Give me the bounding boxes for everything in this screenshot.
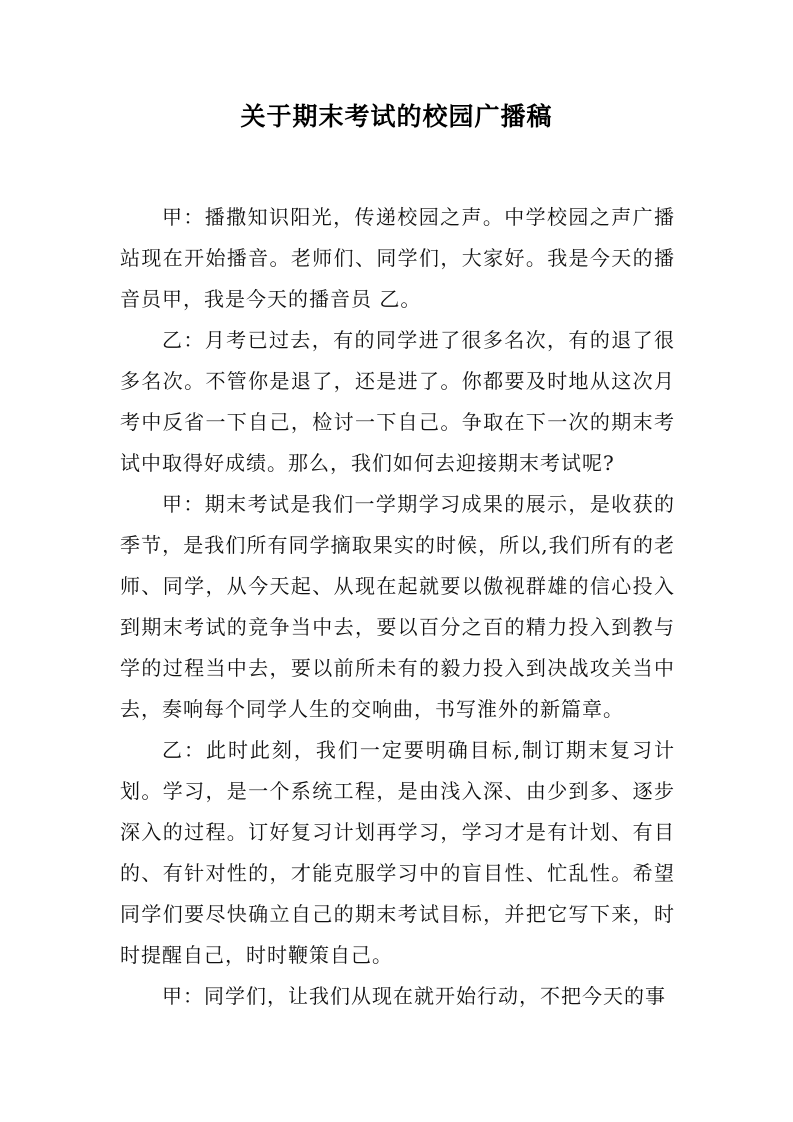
paragraph-2: 乙：月考已过去，有的同学进了很多名次，有的退了很多名次。不管你是退了，还是进了。你都要及时地从这次月考中反省一下自己，检讨一下自己。争取在下一次的期末考试中取得好成绩。那么，我们如何去迎接期末考试呢? — [120, 328, 675, 475]
paragraph-4: 乙：此时此刻，我们一定要明确目标,制订期末复习计划。学习，是一个系统工程，是由浅入深、由少到多、逐步深入的过程。订好复习计划再学习，学习才是有计划、有目的、有针对性的，才能克服学习中的盲目性、忙乱性。希望同学们要尽快确立自己的期末考试目标，并把它写下来，时时提醒自己，时时鞭策自己。 — [120, 738, 675, 967]
paragraph-3: 甲：期末考试是我们一学期学习成果的展示，是收获的季节，是我们所有同学摘取果实的时候，所以,我们所有的老师、同学，从今天起、从现在起就要以傲视群雄的信心投入到期末考试的竞争当中去，要以百分之百的精力投入到教与学的过程当中去，要以前所未有的毅力投入到决战攻关当中去，奏响每个同学人生的交响曲，书写淮外的新篇章。 — [120, 492, 675, 721]
document-body — [120, 197, 675, 1017]
document-title: 关于期末考试的校园广播稿 — [240, 102, 553, 131]
paragraph-1: 甲：播撒知识阳光，传递校园之声。中学校园之声广播站现在开始播音。老师们、同学们，大家好。我是今天的播音员甲，我是今天的播音员 乙。 — [120, 205, 675, 311]
paragraph-5: 甲：同学们，让我们从现在就开始行动，不把今天的事 — [162, 984, 666, 1008]
